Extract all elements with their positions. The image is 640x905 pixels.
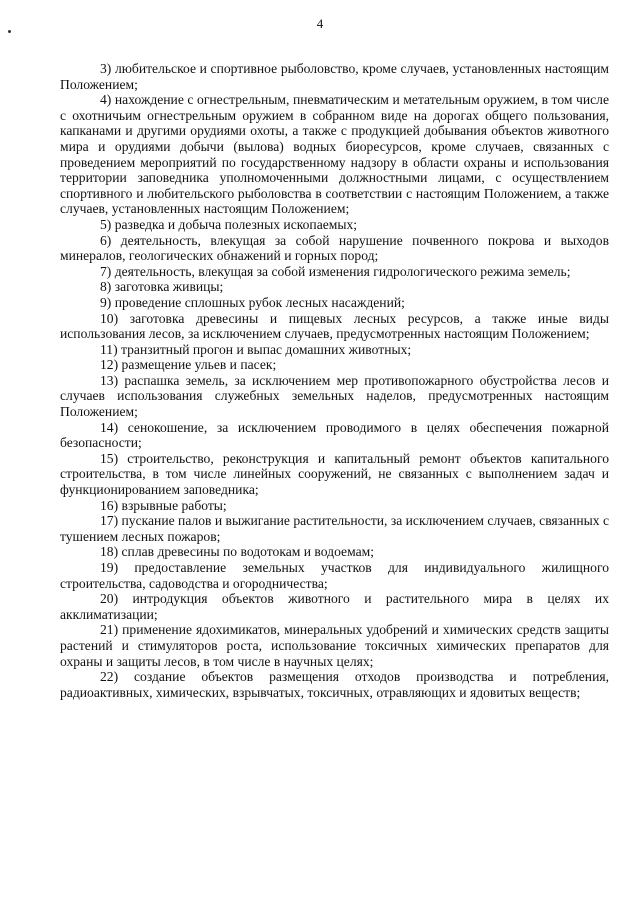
list-item: 11) транзитный прогон и выпас домашних животных; — [100, 341, 412, 357]
list-item: 19) предоставление земельных участков для индивидуального жилищного строительства, садоводства и огородничества; — [60, 560, 609, 591]
list-item: 12) размещение ульев и пасек; — [100, 357, 277, 373]
list-item: 22) создание объектов размещения отходов производства и потребления, радиоактивных, химических, взрывчатых, токсичных, отравляющих и ядовитых веществ; — [60, 669, 609, 700]
list-item: 4) нахождение с огнестрельным, пневматическим и метательным оружием, в том числе с охотничьим огнестрельным оружием в собранном виде на дорогах общего пользования, капканами и другими орудиями охоты, а также с продукцией добывания объектов животного мира и орудиями добычи (вылова) водных биоресурсов, кроме случаев, связанных с проведением мероприятий по государственному надзору в области охраны и использования территории заповедника уполномоченными должностными лицами, с осуществлением спортивного и любительского рыболовства в соответствии с настоящим Положением, а также случаев, установленных настоящим Положением; — [60, 92, 609, 217]
page-number: 4 — [316, 16, 324, 31]
list-item: 18) сплав древесины по водотокам и водоемам; — [100, 544, 374, 560]
list-item: 10) заготовка древесины и пищевых лесных ресурсов, а также иные виды использования лесов, за исключением случаев, предусмотренных настоящим Положением; — [60, 310, 609, 342]
list-item: 9) проведение сплошных рубок лесных насаждений; — [100, 294, 405, 310]
list-item: 15) строительство, реконструкция и капитальный ремонт объектов капитального строительства, в том числе линейных сооружений, не связанных с выполнением задач и функционированием заповедника; — [60, 450, 609, 498]
list-item: 5) разведка и добыча полезных ископаемых; — [100, 216, 358, 232]
list-item: 13) распашка земель, за исключением мер противопожарного обустройства лесов и случаев использования служебных земельных наделов, предусмотренных настоящим Положением; — [60, 372, 609, 420]
list-item: 8) заготовка живицы; — [100, 279, 224, 295]
document-body — [60, 61, 609, 700]
list-item: 17) пускание палов и выжигание растительности, за исключением случаев, связанных с тушением лесных пожаров; — [60, 513, 610, 544]
list-item: 20) интродукция объектов животного и растительного мира в целях их акклиматизации; — [60, 591, 609, 622]
list-item: 14) сенокошение, за исключением проводимого в целях обеспечения пожарной безопасности; — [60, 419, 609, 451]
list-item: 21) применение ядохимикатов, минеральных удобрений и химических средств защиты растений и стимуляторов роста, использование токсичных химических препаратов для охраны и защиты лесов, в том числе в научных целях; — [60, 622, 609, 669]
scan-mark — [8, 30, 11, 33]
list-item: 7) деятельность, влекущая за собой изменения гидрологического режима земель; — [100, 263, 571, 279]
list-item: 6) деятельность, влекущая за собой нарушение почвенного покрова и выходов минералов, геологических обнажений и горных пород; — [60, 232, 609, 264]
list-item: 3) любительское и спортивное рыболовство, кроме случаев, установленных настоящим Положением; — [60, 61, 609, 92]
list-item: 16) взрывные работы; — [100, 497, 227, 513]
